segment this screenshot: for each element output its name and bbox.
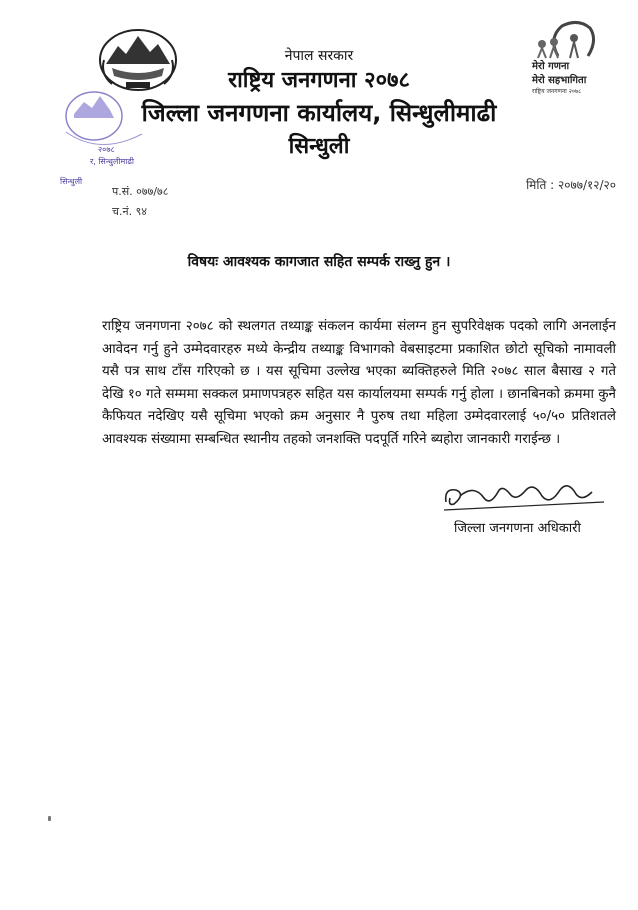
stamp-year: २०७८: [98, 145, 115, 154]
logo-slogan-line3: राष्ट्रिय जनगणना २०७८: [532, 88, 582, 95]
letter-subject: विषयः आवश्यक कागजात सहित सम्पर्क राख्नु हुन ।: [187, 254, 451, 270]
letter-date: मिति : २०७७/१२/२०: [526, 178, 616, 192]
office-location: सिन्धुली: [288, 134, 350, 159]
letter-body: राष्ट्रिय जनगणना २०७८ को स्थलगत तथ्याङ्क संकलन कार्यमा संलग्न हुन सुपरिवेक्षक पदको लागि अनलाईन आवेदन गर्नु हुने उम्मेदवारहरु मध्ये केन्द्रीय तथ्याङ्क विभागको वेबसाइटमा प्रकाशित छोटो सूचिको नामावली यसै पत्र साथ टाँस गरिएको छ । यस सूचिमा उल्लेख भएका ब्यक्तिहरुले मिति २०७८ साल बैसाख २ गते देखि १० गते सम्ममा सक्कल प्रमाणपत्रहरु सहित यस कार्यालयमा सम्पर्क गर्नु होला । छानबिनको क्रममा कुनै कैफियत नदेखिए यसै सूचिमा भएको क्रम अनुसार नै पुरुष तथा महिला उम्मेदवारलाई ५०/५० प्रतिशतले आवश्यक संख्यामा सम्बन्धित स्थानीय तहको जनशक्ति पदपूर्ति गरिने ब्यहोरा जानकारी गराईन्छ ।: [102, 319, 616, 447]
dispatch-number: च.नं. ९४: [112, 205, 148, 218]
government-name: नेपाल सरकार: [284, 48, 354, 64]
logo-slogan-line2: मेरो सहभागिता: [532, 75, 587, 86]
office-name: जिल्ला जनगणना कार्यालय, सिन्धुलीमाढी: [141, 99, 497, 127]
stamp-office: र, सिन्धुलीमाढी: [90, 157, 134, 166]
scan-mark: [48, 816, 51, 821]
fiscal-year-reference: प.सं. ०७७/७८: [112, 185, 169, 198]
signatory-title: जिल्ला जनगणना अधिकारी: [454, 521, 581, 536]
handwritten-signature: [440, 476, 610, 516]
census-title: राष्ट्रिय जनगणना २०७८: [228, 68, 410, 93]
logo-slogan-line1: मेरो गणना: [532, 61, 570, 72]
stamp-place: सिन्धुली: [60, 177, 83, 186]
